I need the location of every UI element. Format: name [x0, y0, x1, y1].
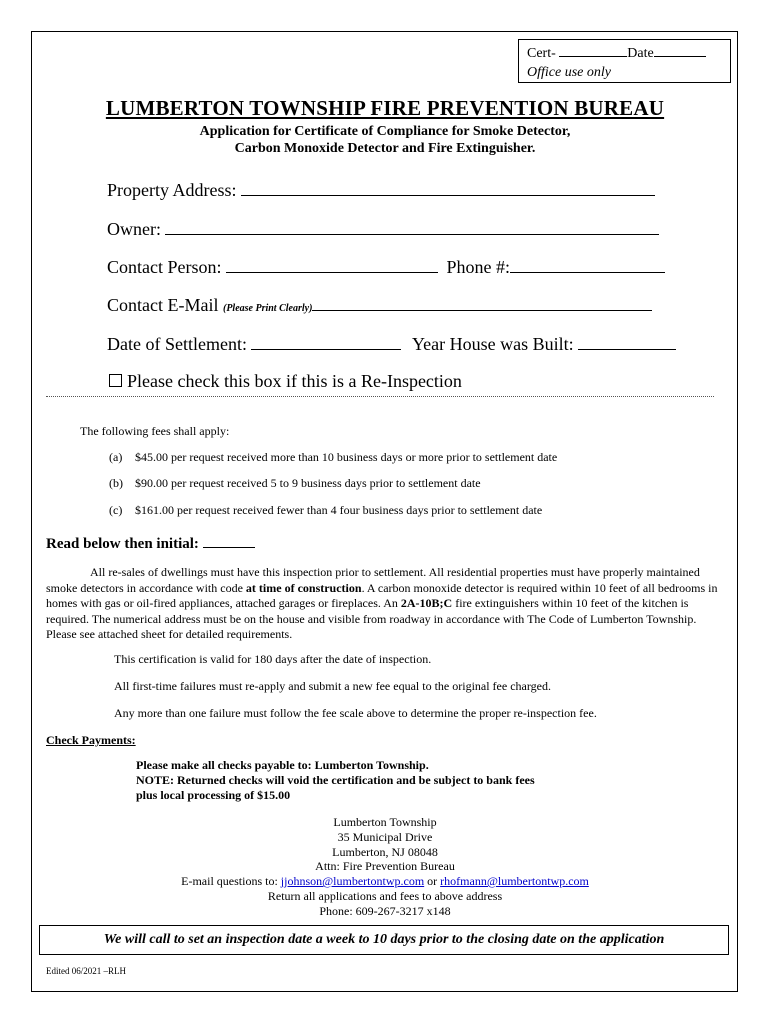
email-questions	[0, 874, 770, 889]
page-title: LUMBERTON TOWNSHIP FIRE PREVENTION BUREAU	[105, 96, 665, 120]
phone-field[interactable]	[510, 258, 665, 273]
owner-row	[107, 219, 659, 240]
office-use-only: Office use only	[527, 65, 611, 80]
returned-checks-note: NOTE: Returned checks will void the certification and be subject to bank fees	[136, 773, 535, 787]
address-city: Lumberton, NJ 08048	[332, 845, 438, 859]
fee-item-c	[109, 503, 542, 518]
email-row	[107, 295, 652, 316]
year-built-field[interactable]	[578, 335, 676, 350]
date-label: Date	[627, 46, 654, 61]
fee-letter: (c)	[109, 503, 123, 517]
contact-person-field[interactable]	[226, 258, 438, 273]
contact-person-label: Contact Person:	[107, 257, 226, 277]
address-attn: Attn: Fire Prevention Bureau	[315, 859, 455, 873]
subtitle-line-1: Application for Certificate of Compliance for Smoke Detector,	[199, 124, 571, 139]
inspection-notice: We will call to set an inspection date a week to 10 days prior to the closing date on the application	[103, 932, 665, 947]
reinspection-label: Please check this box if this is a Re-Inspection	[127, 371, 462, 391]
year-built-label: Year House was Built:	[411, 334, 579, 354]
print-clearly-note: (Please Print Clearly)	[222, 303, 313, 314]
fee-letter: (b)	[109, 476, 123, 490]
property-address-row	[107, 180, 655, 201]
more-than-one-statement: Any more than one failure must follow the fee scale above to determine the proper re-inspection fee.	[114, 706, 597, 720]
email-link-jjohnson[interactable]: jjohnson@lumbertontwp.com	[280, 874, 425, 888]
requirements-paragraph	[46, 565, 722, 643]
subtitle-line-2: Carbon Monoxide Detector and Fire Extinguisher.	[234, 141, 536, 156]
failures-statement: All first-time failures must re-apply and submit a new fee equal to the original fee charged.	[114, 679, 551, 693]
email-prefix: E-mail questions to:	[181, 874, 281, 888]
cert-date-line	[527, 43, 730, 63]
address-street: 35 Municipal Drive	[337, 830, 433, 844]
address-township: Lumberton Township	[333, 815, 437, 829]
fee-text: $90.00 per request received 5 to 9 business days prior to settlement date	[135, 476, 481, 490]
fees-intro: The following fees shall apply:	[80, 424, 230, 438]
email-link-rhofmann[interactable]: rhofmann@lumbertontwp.com	[440, 874, 589, 888]
fee-item-b	[109, 476, 481, 491]
date-blank[interactable]	[654, 43, 706, 57]
email-or: or	[424, 874, 441, 888]
property-address-label: Property Address:	[107, 180, 241, 200]
contact-row	[107, 257, 665, 278]
para-text-1: All re-sales of dwellings must have this inspection prior to settlement. All residential properties must have properly maintained smoke detectors in accordance with code	[46, 565, 700, 595]
date-settlement-field[interactable]	[251, 335, 401, 350]
para-text-2: . A carbon monoxide detector is required within 10 feet of all bedrooms in homes with gas or oil-fired appliances, attached garages or fireplaces. An	[46, 580, 718, 610]
dotted-divider	[46, 396, 714, 397]
reinspection-checkbox[interactable]	[109, 374, 122, 387]
fee-letter: (a)	[109, 450, 123, 464]
valid-statement: This certification is valid for 180 days after the date of inspection.	[114, 652, 432, 666]
return-instructions: Return all applications and fees to above address	[267, 889, 503, 903]
fee-text: $45.00 per request received more than 10 business days or more prior to settlement date	[135, 450, 558, 464]
cert-blank[interactable]	[559, 43, 627, 57]
edited-note: Edited 06/2021 –RLH	[46, 966, 126, 976]
reinspection-row	[109, 371, 462, 392]
phone-label: Phone #:	[446, 257, 511, 277]
contact-email-label: Contact E-Mail	[107, 295, 223, 315]
initial-row	[46, 535, 255, 553]
property-address-field[interactable]	[241, 181, 655, 196]
check-payments-heading: Check Payments:	[46, 733, 136, 747]
settlement-row	[107, 334, 676, 355]
initial-field[interactable]	[203, 535, 255, 548]
initial-heading: Read below then initial:	[46, 536, 203, 552]
date-settlement-label: Date of Settlement:	[107, 334, 252, 354]
para-text-3: fire extinguishers within 10 feet of the kitchen is required. The numerical address must be on the house and visible from roadway in accordance with The Code of Lumberton Township. Please see attached sheet for detailed requirements.	[46, 596, 697, 641]
processing-fee-note: plus local processing of $15.00	[136, 788, 291, 802]
fee-item-a	[109, 450, 557, 465]
owner-label: Owner:	[107, 219, 166, 239]
owner-field[interactable]	[165, 220, 659, 235]
contact-email-field[interactable]	[312, 300, 652, 311]
para-bold-extinguisher: 2A-10B;C	[400, 596, 453, 610]
office-use-box	[518, 39, 731, 83]
payable-line: Please make all checks payable to: Lumberton Township.	[136, 758, 429, 772]
phone-number: Phone: 609-267-3217 x148	[319, 904, 451, 918]
para-bold-construction: at time of construction	[245, 580, 362, 595]
fee-text: $161.00 per request received fewer than 4 four business days prior to settlement date	[135, 503, 543, 517]
cert-label: Cert-	[527, 46, 560, 61]
inspection-notice-box	[39, 925, 729, 955]
